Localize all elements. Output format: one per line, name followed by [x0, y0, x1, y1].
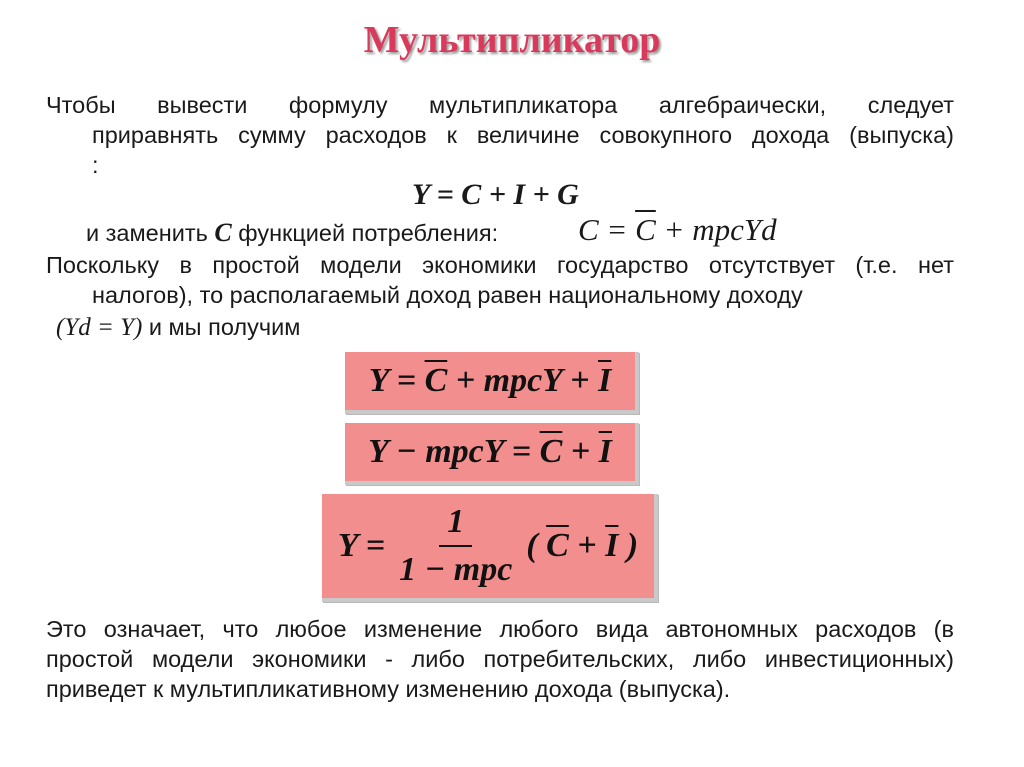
- conclusion-paragraph: [46, 614, 954, 704]
- model-line: Поскольку в простой модели экономики государство отсутствует (т.е. нет: [46, 252, 954, 278]
- yd-equals-y: (Yd = Y): [56, 314, 143, 341]
- intro-line: приравнять сумму расходов к величине совокупного дохода (выпуска): [92, 122, 954, 148]
- eq3-c-bar: $\overline{C}$: [546, 527, 569, 564]
- eq1-i-bar: $\overline{I}$: [598, 362, 612, 399]
- model-line-3: [56, 314, 300, 342]
- consumption-left: C =: [578, 212, 628, 247]
- eq3-close-paren: ): [626, 527, 639, 564]
- equation-box-3: [322, 494, 658, 602]
- eq2-i-bar: $\overline{I}$: [598, 433, 612, 470]
- eq2-plus: +: [570, 433, 591, 470]
- eq2-left: Y − mpcY =: [368, 433, 532, 470]
- eq2-c-bar: $\overline{C}$: [539, 433, 563, 470]
- intro-line: Чтобы вывести формулу мультипликатора алгебраически, следует: [46, 92, 954, 118]
- consumption-function: [578, 212, 777, 248]
- eq1-c-bar: $\overline{C}$: [424, 362, 448, 399]
- autonomous-consumption: $\overline{C}$: [635, 212, 656, 247]
- consumption-right: + mpcYd: [663, 212, 777, 247]
- eq3-i-bar: $\overline{I}$: [605, 527, 619, 564]
- intro-line: :: [92, 152, 99, 178]
- fraction-numerator: 1: [439, 503, 472, 547]
- replace-suffix: функцией потребления:: [238, 220, 499, 246]
- model-line-3-text: и мы получим: [148, 314, 301, 340]
- replace-line: [86, 218, 498, 248]
- conclusion-line: приведет к мультипликативному изменению дохода (выпуска).: [46, 676, 731, 702]
- main-equation: Y = C + I + G: [412, 178, 579, 211]
- model-line: налогов), то располагаемый доход равен национальному доходу: [92, 282, 803, 308]
- fraction-denominator: 1 − mpc: [399, 551, 513, 588]
- multiplier-fraction: [391, 503, 520, 589]
- equation-box-1: [345, 352, 639, 414]
- replace-prefix: и заменить: [86, 220, 208, 246]
- eq3-open-paren: (: [526, 527, 538, 564]
- model-paragraph: [46, 250, 954, 310]
- equation-box-2: [345, 423, 639, 485]
- intro-paragraph: [46, 90, 954, 180]
- eq1-left: Y =: [368, 362, 417, 399]
- eq3-plus: +: [577, 527, 597, 564]
- eq3-left: Y =: [337, 527, 386, 564]
- conclusion-line: Это означает, что любое изменение любого вида автономных расходов (в: [46, 616, 954, 642]
- eq1-middle: + mpcY +: [455, 362, 590, 399]
- replace-var: C: [214, 218, 232, 247]
- page-title: Мультипликатор: [363, 19, 661, 61]
- conclusion-line: простой модели экономики - либо потребительских, либо инвестиционных): [46, 646, 954, 672]
